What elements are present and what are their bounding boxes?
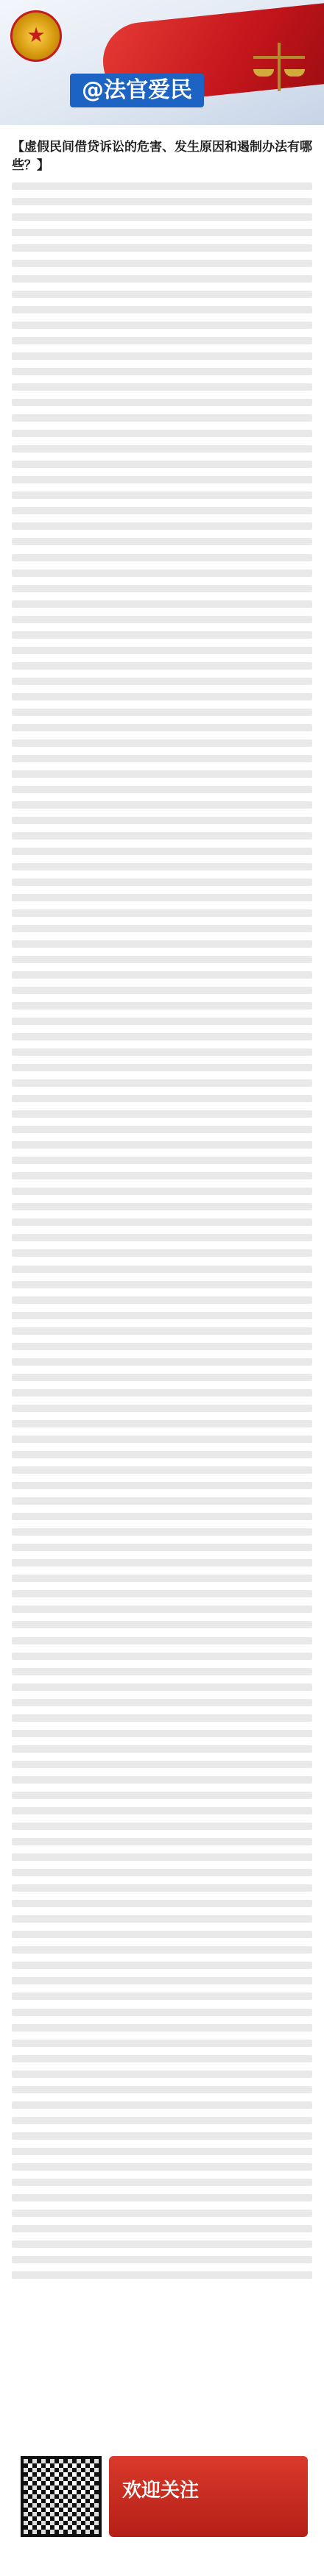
scales-of-justice-icon <box>253 43 305 94</box>
paragraph-block <box>12 925 312 1257</box>
paragraph-block <box>12 2009 312 2279</box>
paragraph-block <box>12 1637 312 2000</box>
paragraph-block <box>12 554 312 917</box>
qr-code-icon <box>21 2456 102 2537</box>
footer-promo <box>0 2443 324 2576</box>
article-title: 【虚假民间借贷诉讼的危害、发生原因和遏制办法有哪些？】 <box>12 140 312 173</box>
paragraph-block <box>12 1266 312 1628</box>
follow-banner <box>109 2456 308 2537</box>
header-banner <box>0 0 324 125</box>
paragraph-block <box>12 275 312 545</box>
follow-text: 欢迎关注 <box>122 2480 200 2502</box>
national-emblem-icon <box>10 10 62 62</box>
brand-title: @法官爱民 <box>70 74 204 107</box>
article-body <box>0 125 324 2279</box>
paragraph-intro <box>12 182 312 267</box>
